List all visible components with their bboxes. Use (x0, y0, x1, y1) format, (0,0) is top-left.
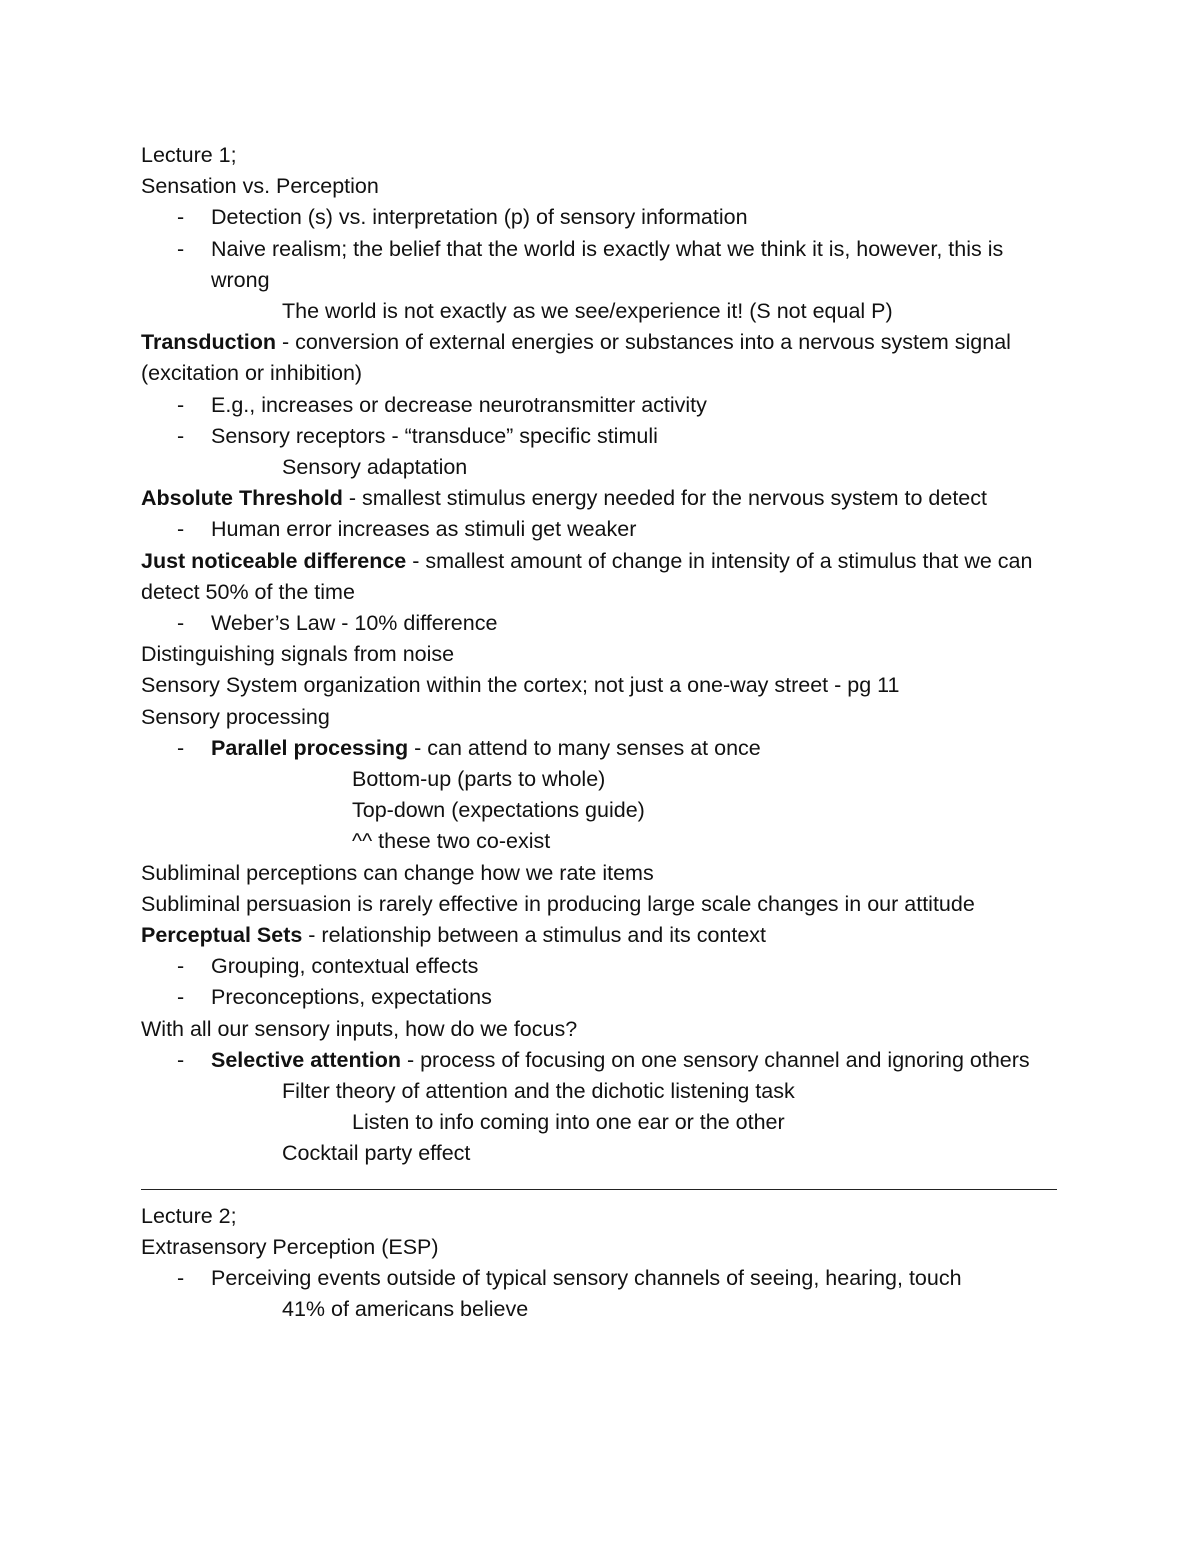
sub-note: The world is not exactly as we see/experience it! (S not equal P) (282, 298, 893, 323)
bullet-dash: - (177, 517, 185, 542)
bullet-item: - Grouping, contextual effects (141, 951, 1061, 982)
sub-note: Bottom-up (parts to whole) (352, 766, 606, 791)
text-line: Sensory System organization within the cortex; not just a one-way street - pg 11 (141, 673, 900, 698)
term: Just noticeable difference (141, 548, 407, 573)
term: Selective attention (211, 1047, 401, 1072)
sub-note: Filter theory of attention and the dichotic listening task (282, 1078, 795, 1103)
bullet-item: - Preconceptions, expectations (141, 982, 1061, 1013)
bullet-item: - Weber’s Law - 10% difference (141, 608, 1061, 639)
bullet-dash: - (177, 205, 185, 230)
definition-paragraph: Transduction - conversion of external energies or substances into a nervous system signal (excitation or inhibition) (141, 330, 1011, 386)
bullet-item: - Human error increases as stimuli get weaker (141, 514, 1061, 545)
sub-note: ^^ these two co-exist (352, 829, 551, 854)
text-line: Distinguishing signals from noise (141, 642, 455, 667)
bullet-item: - Perceiving events outside of typical sensory channels of seeing, hearing, touch (141, 1263, 1061, 1294)
definition-paragraph: Absolute Threshold - smallest stimulus energy needed for the nervous system to detect (141, 486, 987, 511)
bullet-dash: - (177, 423, 185, 448)
section-heading: Extrasensory Perception (ESP) (141, 1234, 439, 1259)
text-line: Subliminal persuasion is rarely effective in producing large scale changes in our attitude (141, 891, 975, 916)
term: Parallel processing (211, 735, 409, 760)
sub-note: 41% of americans believe (282, 1297, 529, 1322)
document-body (141, 140, 1061, 1325)
horizontal-divider (141, 1169, 1061, 1200)
bullet-dash: - (177, 236, 185, 261)
bullet-dash: - (177, 1266, 185, 1291)
bullet-dash: - (177, 610, 185, 635)
lecture-heading: Lecture 2; (141, 1203, 237, 1228)
section-heading: Sensation vs. Perception (141, 174, 379, 199)
bullet-item: - Detection (s) vs. interpretation (p) of sensory information (141, 202, 1061, 233)
bullet-item: - E.g., increases or decrease neurotransmitter activity (141, 390, 1061, 421)
bullet-dash: - (177, 1047, 185, 1072)
bullet-dash: - (177, 392, 185, 417)
sub-note: Cocktail party effect (282, 1141, 471, 1166)
bullet-dash: - (177, 985, 185, 1010)
lecture-heading: Lecture 1; (141, 143, 237, 167)
sub-note: Top-down (expectations guide) (352, 798, 645, 823)
term: Absolute Threshold (141, 486, 343, 511)
bullet-item: - Naive realism; the belief that the world is exactly what we think it is, however, this is wrong (141, 234, 1061, 296)
bullet-item: - Selective attention - process of focusing on one sensory channel and ignoring others (141, 1045, 1061, 1076)
text-line: With all our sensory inputs, how do we focus? (141, 1016, 578, 1041)
text-line: Subliminal perceptions can change how we rate items (141, 860, 654, 885)
term: Transduction (141, 330, 276, 355)
definition-paragraph: Perceptual Sets - relationship between a stimulus and its context (141, 922, 767, 947)
sub-note: Sensory adaptation (282, 454, 468, 479)
bullet-dash: - (177, 735, 185, 760)
section-heading: Sensory processing (141, 704, 330, 729)
bullet-item: - Parallel processing - can attend to many senses at once (141, 733, 1061, 764)
sub-note: Listen to info coming into one ear or the other (352, 1110, 785, 1135)
bullet-item: - Sensory receptors - “transduce” specific stimuli (141, 421, 1061, 452)
term: Perceptual Sets (141, 922, 303, 947)
bullet-dash: - (177, 954, 185, 979)
definition-paragraph: Just noticeable difference - smallest amount of change in intensity of a stimulus that we can detect 50% of the time (141, 548, 1033, 604)
